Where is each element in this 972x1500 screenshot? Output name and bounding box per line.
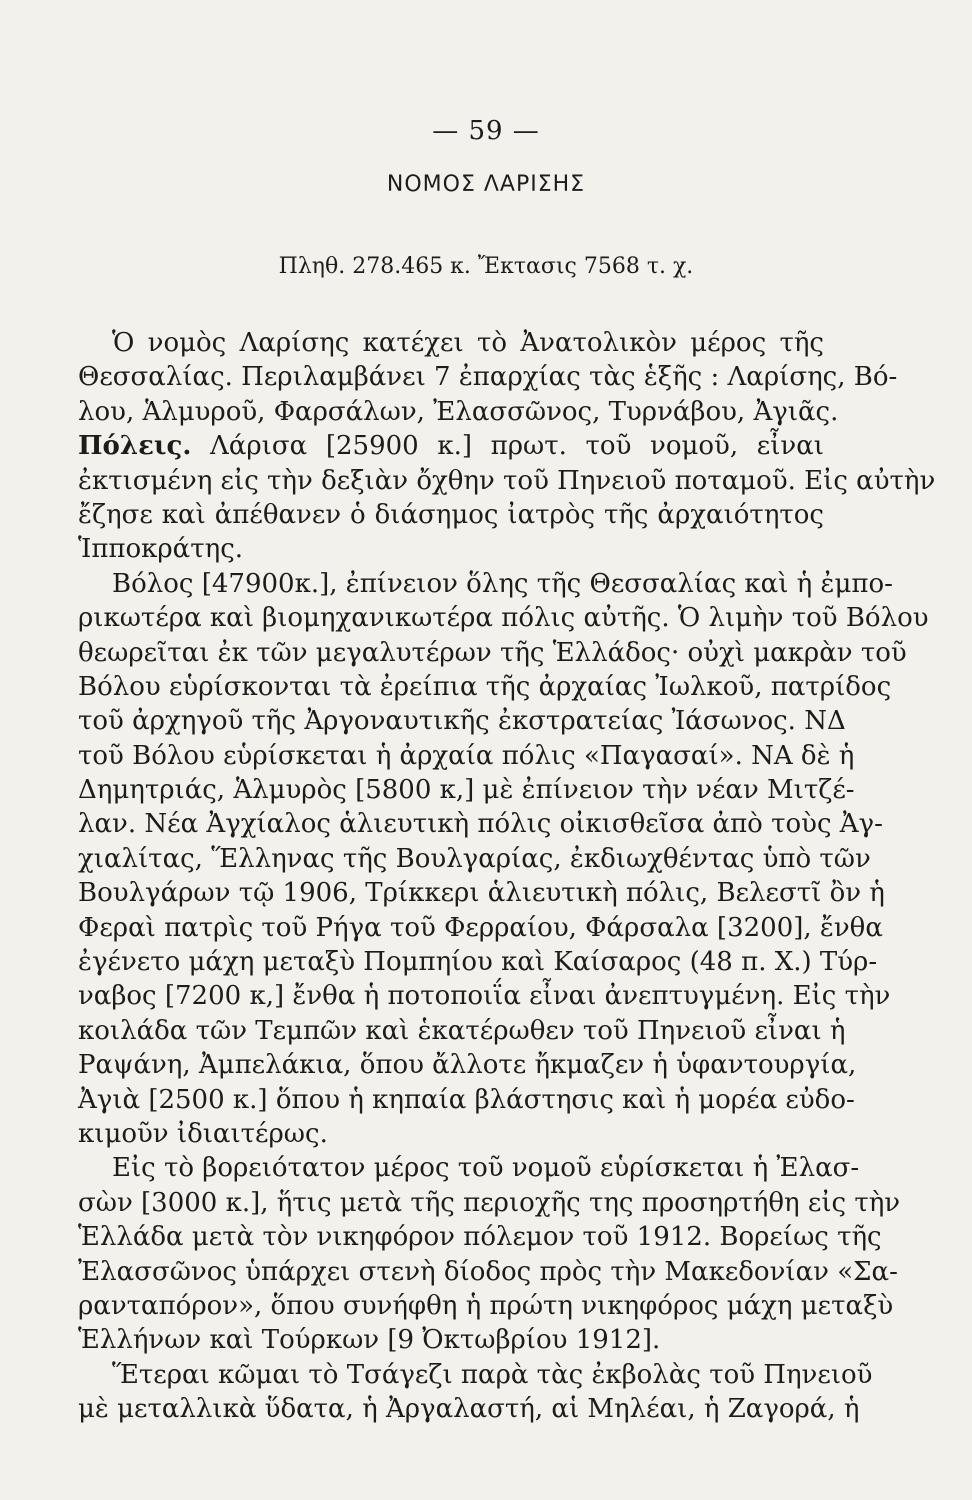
text-line xyxy=(78,670,892,704)
text-line xyxy=(78,1117,824,1151)
line-text: θεωρεῖται ἐκ τῶν μεγαλυτέρων τῆς Ἑλλάδος· οὐχὶ μακρὰν τοῦ xyxy=(78,637,907,668)
line-text: σὼν [3000 κ.], ἥτις μετὰ τῆς περιοχῆς της προσηρτήθη εἰς τὴν xyxy=(78,1187,901,1218)
text-line xyxy=(78,1220,882,1254)
text-line xyxy=(78,773,855,807)
text-line xyxy=(78,876,885,910)
text-line xyxy=(78,360,898,394)
line-text: λαν. Νέα Ἀγχίαλος ἁλιευτικὴ πόλις οἰκισθεῖσα ἀπὸ τοὺς Ἀγ- xyxy=(78,809,883,840)
text-line xyxy=(78,945,878,979)
line-text: Ἕτεραι κῶμαι τὸ Τσάγεζι παρὰ τὰς ἐκβολὰς τοῦ Πηνειοῦ xyxy=(112,1359,873,1390)
text-line xyxy=(78,704,846,738)
line-text: ρανταπόρον», ὅπου συνήφθη ἡ πρώτη νικηφόρος μάχη μεταξὺ xyxy=(78,1290,894,1321)
line-text: Ἑλλήνων καὶ Τούρκων [9 Ὀκτωβρίου 1912]. xyxy=(78,1325,661,1356)
text-line xyxy=(78,1323,824,1357)
text-line xyxy=(78,464,936,498)
line-text: Ἱπποκράτης. xyxy=(78,534,244,565)
text-line xyxy=(78,842,871,876)
line-text: κιμοῦν ἰδιαιτέρως. xyxy=(78,1118,328,1149)
line-text: κοιλάδα τῶν Τεμπῶν καὶ ἑκατέρωθεν τοῦ Πηνειοῦ εἶναι ἡ xyxy=(78,1015,846,1046)
line-text: Ἑλλάδα μετὰ τὸν νικηφόρον πόλεμον τοῦ 1912. Βορείως τῆς xyxy=(78,1222,882,1253)
text-line xyxy=(78,1014,846,1048)
text-line xyxy=(78,567,893,601)
text-line xyxy=(78,739,855,773)
text-line xyxy=(78,807,883,841)
page-number: — 59 — xyxy=(432,116,540,146)
text-line xyxy=(78,1358,873,1392)
body-text xyxy=(78,326,936,1427)
line-text: Θεσσαλίας. Περιλαμβάνει 7 ἐπαρχίας τὰς ἑξῆς : Λαρίσης, Βό- xyxy=(78,362,898,393)
text-line xyxy=(78,911,883,945)
population-area-line: Πληθ. 278.465 κ. Ἔκτασις 7568 τ. χ. xyxy=(278,254,694,279)
line-text: Βόλου εὑρίσκονται τὰ ἐρείπια τῆς ἀρχαίας Ἰωλκοῦ, πατρίδος xyxy=(78,671,892,702)
line-text: ρικωτέρα καὶ βιομηχανικωτέρα πόλις αὐτῆς. Ὁ λιμὴν τοῦ Βόλου xyxy=(78,603,929,634)
text-line xyxy=(78,498,824,532)
line-text: λου, Ἁλμυροῦ, Φαρσάλων, Ἐλασσῶνος, Τυρνάβου, Ἀγιᾶς. xyxy=(78,396,839,427)
line-text: ἔζησε καὶ ἀπέθανεν ὁ διάσημος ἰατρὸς τῆς ἀρχαιότητος xyxy=(78,499,824,530)
text-line xyxy=(78,1083,855,1117)
text-line xyxy=(78,1048,857,1082)
line-text: ναβος [7200 κ,] ἔνθα ἡ ποτοποιΐα εἶναι ἀνεπτυγμένη. Εἰς τὴν xyxy=(78,981,891,1012)
line-text: Ἐλασσῶνος ὑπάρχει στενὴ δίοδος πρὸς τὴν Μακεδονίαν «Σα- xyxy=(78,1256,898,1287)
line-text: Βόλος [47900κ.], ἐπίνειον ὅλης τῆς Θεσσαλίας καὶ ἡ ἐμπο- xyxy=(112,568,893,599)
text-line xyxy=(78,1392,860,1426)
line-text: Ραψάνη, Ἀμπελάκια, ὅπου ἄλλοτε ἤκμαζεν ἡ ὑφαντουργία, xyxy=(78,1050,857,1081)
text-line xyxy=(78,1151,860,1185)
text-line xyxy=(78,429,824,463)
line-text: ἐκτισμένη εἰς τὴν δεξιὰν ὄχθην τοῦ Πηνειοῦ ποταμοῦ. Εἰς αὐτὴν xyxy=(78,465,936,496)
text-line xyxy=(78,601,929,635)
line-text: χιαλίτας, Ἕλληνας τῆς Βουλγαρίας, ἐκδιωχθέντας ὑπὸ τῶν xyxy=(78,843,871,874)
section-heading: ΝΟΜΟΣ ΛΑΡΙΣΗΣ xyxy=(386,172,586,197)
line-text: ἐγένετο μάχη μεταξὺ Πομπηίου καὶ Καίσαρος (48 π. Χ.) Τύρ- xyxy=(78,947,878,978)
line-text: τοῦ ἀρχηγοῦ τῆς Ἀργοναυτικῆς ἐκστρατείας Ἰάσωνος. ΝΔ xyxy=(78,706,846,737)
text-line xyxy=(78,979,891,1013)
text-line xyxy=(78,1186,901,1220)
line-text: τοῦ Βόλου εὑρίσκεται ἡ ἀρχαία πόλις «Παγασαί». ΝΑ δὲ ἡ xyxy=(78,740,855,771)
line-text: Εἰς τὸ βορειότατον μέρος τοῦ νομοῦ εὑρίσκεται ἡ Ἐλασ- xyxy=(112,1153,860,1184)
line-text: Φεραὶ πατρὶς τοῦ Ρήγα τοῦ Φερραίου, Φάρσαλα [3200], ἔνθα xyxy=(78,912,883,943)
line-text: Ἀγιὰ [2500 κ.] ὅπου ἡ κηπαία βλάστησις καὶ ἡ μορέα εὐδο- xyxy=(78,1084,855,1115)
text-line xyxy=(78,326,824,360)
line-text: Δημητριάς, Ἁλμυρὸς [5800 κ,] μὲ ἐπίνειον τὴν νέαν Μιτζέ- xyxy=(78,775,855,806)
line-text: Ὁ νομὸς Λαρίσης κατέχει τὸ Ἀνατολικὸν μέρος τῆς xyxy=(112,328,824,358)
line-text: μὲ μεταλλικὰ ὕδατα, ἡ Ἀργαλαστή, αἱ Μηλέαι, ἡ Ζαγορά, ἡ xyxy=(78,1394,860,1425)
text-line xyxy=(78,636,907,670)
bold-lead-word: Πόλεις. xyxy=(78,431,192,462)
text-line xyxy=(78,1255,898,1289)
line-text: Βουλγάρων τῷ 1906, Τρίκκερι ἁλιευτικὴ πόλις, Βελεστῖ ὂν ἡ xyxy=(78,878,885,909)
line-text: Λάρισα [25900 κ.] πρωτ. τοῦ νομοῦ, εἶναι xyxy=(191,431,824,462)
text-line xyxy=(78,395,839,429)
text-line xyxy=(78,532,824,566)
text-line xyxy=(78,1289,894,1323)
